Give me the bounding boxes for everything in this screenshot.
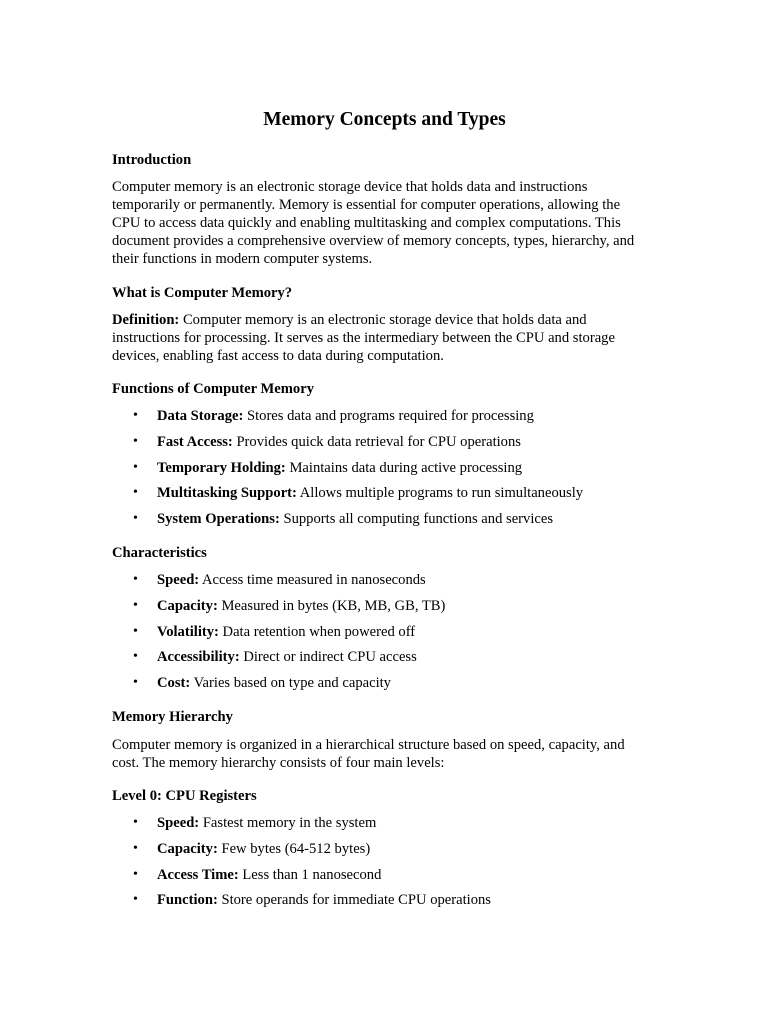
item-text: Provides quick data retrieval for CPU operations [232,433,521,450]
definition-text: Computer memory is an electronic storage device that holds data and [179,312,587,328]
bullet-icon: • [133,815,138,830]
introduction-heading: Introduction [112,152,192,168]
introduction-line: document provides a comprehensive overview of memory concepts, types, hierarchy, and [112,233,635,249]
bullet-icon: • [133,408,138,423]
item-text: Fastest memory in the system [199,815,377,831]
functions-list [112,407,657,536]
item-label: Speed: [157,815,200,831]
item-text: Measured in bytes (KB, MB, GB, TB) [217,597,446,614]
item-label: Capacity: [157,597,218,614]
level0-list [112,814,657,917]
what-is-heading: What is Computer Memory? [112,285,293,301]
list-item [112,407,657,433]
list-item [112,571,657,597]
introduction-paragraph [112,178,657,268]
list-item [112,597,657,623]
item-text: Less than 1 nanosecond [238,866,382,883]
introduction-line: CPU to access data quickly and enabling multitasking and complex computations. This [112,215,621,231]
bullet-icon: • [133,572,138,587]
item-text: Store operands for immediate CPU operations [217,892,491,909]
item-text: Maintains data during active processing [285,459,523,476]
item-label: Cost: [157,675,191,692]
bullet-icon: • [133,892,138,908]
list-item [112,674,657,700]
item-label: Access Time: [157,866,239,883]
item-text: Few bytes (64-512 bytes) [217,840,371,857]
bullet-icon: • [133,840,138,856]
list-item [112,840,657,866]
introduction-line: their functions in modern computer systems. [112,251,373,267]
introduction-line: temporarily or permanently. Memory is essential for computer operations, allowing the [112,197,621,213]
introduction-line: Computer memory is an electronic storage device that holds data and instructions [112,179,588,195]
item-text: Allows multiple programs to run simultaneously [296,485,584,502]
item-label: Capacity: [157,840,218,857]
item-label: Function: [157,892,218,909]
bullet-icon: • [133,433,138,449]
list-item [112,433,657,459]
list-item [112,459,657,485]
definition-line: devices, enabling fast access to data during computation. [112,348,444,364]
hierarchy-line: cost. The memory hierarchy consists of four main levels: [112,755,445,771]
item-text: Stores data and programs required for processing [243,408,534,424]
item-label: Multitasking Support: [157,485,297,502]
item-label: Temporary Holding: [157,459,286,476]
item-text: Direct or indirect CPU access [239,649,417,666]
hierarchy-line: Computer memory is organized in a hierarchical structure based on speed, capacity, and [112,737,625,753]
item-label: Data Storage: [157,408,244,424]
bullet-icon: • [133,511,138,527]
definition-line [112,311,657,329]
item-label: Fast Access: [157,433,233,450]
item-text: Data retention when powered off [218,623,416,640]
list-item [112,814,657,840]
list-item [112,891,657,917]
list-item [112,866,657,892]
characteristics-heading: Characteristics [112,545,207,561]
bullet-icon: • [133,866,138,882]
bullet-icon: • [133,623,138,639]
level0-heading: Level 0: CPU Registers [112,788,257,804]
hierarchy-paragraph [112,736,657,772]
item-label: Accessibility: [157,649,240,666]
document-title: Memory Concepts and Types [263,109,506,130]
item-text: Supports all computing functions and services [279,511,554,528]
item-label: Volatility: [157,623,219,640]
functions-heading: Functions of Computer Memory [112,381,314,397]
item-text: Access time measured in nanoseconds [199,572,426,588]
bullet-icon: • [133,485,138,501]
item-label: Speed: [157,572,200,588]
list-item [112,484,657,510]
bullet-icon: • [133,675,138,691]
hierarchy-heading: Memory Hierarchy [112,709,233,725]
list-item [112,648,657,674]
bullet-icon: • [133,649,138,665]
definition-label: Definition: [112,312,180,328]
definition-line: instructions for processing. It serves as the intermediary between the CPU and storage [112,330,615,346]
list-item [112,510,657,536]
characteristics-list [112,571,657,700]
item-label: System Operations: [157,511,280,528]
item-text: Varies based on type and capacity [190,675,391,692]
definition-paragraph [112,311,657,365]
bullet-icon: • [133,459,138,475]
list-item [112,623,657,649]
bullet-icon: • [133,597,138,613]
